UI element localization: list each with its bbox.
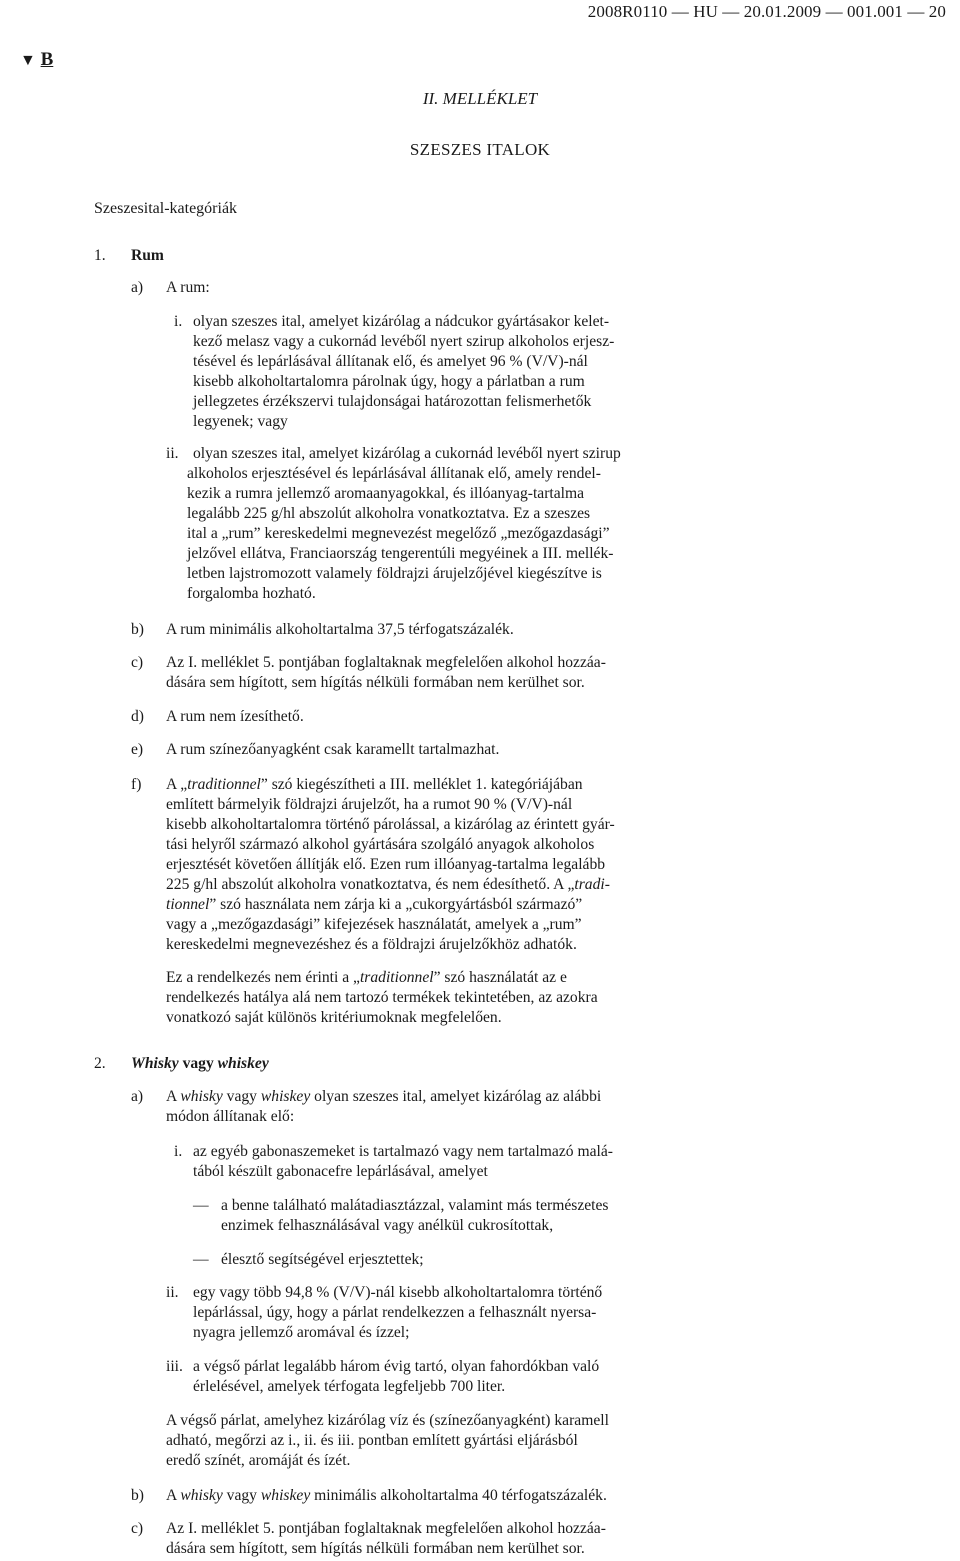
text-line: vagy a „mezőgazdasági” kifejezések használatát, amelyek a „rum” [166,916,582,933]
annex-title: II. MELLÉKLET [422,89,538,108]
roman-numeral: i. [174,313,183,330]
emphasis-term: tionnel [166,896,210,913]
text-line: olyan szeszes ital, amelyet kizárólag a nádcukor gyártásakor kelet- [193,313,610,330]
text-line: kisebb alkoholtartalomra párolnak úgy, hogy a párlatban a rum [193,373,585,390]
item-text [166,1486,679,1506]
item-label: e) [131,741,144,758]
item-label: b) [131,1487,144,1504]
section-title [131,1054,269,1074]
categories-heading: Szeszesital-kategóriák [94,200,238,217]
text-span: A [166,1088,181,1105]
paragraph [166,968,679,1028]
emphasis-term: whisky [180,1487,223,1504]
text-line: jelzővel ellátva, Franciaország tengerentúli megyéinek a III. mellék- [187,545,614,562]
text-line: a benne található malátadiasztázzal, valamint más természetes [221,1197,609,1214]
paragraph [187,464,679,604]
dash-bullet: — [193,1251,209,1268]
text-span: olyan szeszes ital, amelyet kizárólag az alábbi [310,1088,602,1105]
paragraph [193,1283,679,1343]
text-line: tási helyről származó alkohol gyártására szolgáló anyagok alkoholos [166,836,595,853]
dash-bullet: — [193,1197,209,1214]
text-line: tésével és lepárlásával állítanak elő, és amelyet 96 % (V/V)-nál [193,353,588,370]
section-number: 1. [94,247,106,264]
paragraph [221,1196,679,1236]
text-line: kezik a rumra jellemző aromaanyagokkal, és illóanyag-tartalma [187,485,585,502]
section-title: Rum [131,247,164,264]
text-line: enzimek felhasználásával vagy anélkül cukrosítottak, [221,1217,554,1234]
item-text: A rum: [166,279,210,296]
item-label: d) [131,708,144,725]
text-line [166,1087,679,1107]
item-label: f) [131,776,142,793]
emphasis-term: whiskey [260,1487,311,1504]
emphasis-term: traditionnel [359,969,434,986]
text-line: A végső párlat, amelyhez kizárólag víz és (színezőanyagként) karamell [166,1412,609,1429]
text-line: egy vagy több 94,8 % (V/V)-nál kisebb alkoholtartalomra történő [193,1284,603,1301]
item-label: c) [131,654,144,671]
item-label: c) [131,1520,144,1537]
emphasis-term: Whisky [131,1055,179,1072]
item-text: A rum nem ízesíthető. [166,708,304,725]
text-span: A [166,1487,181,1504]
text-line: kisebb alkoholtartalomra történő párolással, a kizárólag az érintett gyár- [166,816,615,833]
roman-numeral: iii. [166,1358,183,1375]
text-line: kező melasz vagy a cukornád levéből nyert szirup alkoholos erjesz- [193,333,615,350]
paragraph [166,1519,679,1559]
amendment-letter: B [40,49,54,70]
emphasis-term: whiskey [260,1088,311,1105]
text-span: minimális alkoholtartalma 40 térfogatszázalék. [310,1487,607,1504]
paragraph [193,1142,679,1182]
roman-numeral: ii. [166,445,179,462]
text-line: ital a „rum” kereskedelmi megnevezést megelőző „mezőgazdasági” [187,525,610,542]
section-number: 2. [94,1055,106,1072]
triangle-down-icon: ▼ [20,52,36,69]
text-span: A „ [166,776,188,793]
document-header: 2008R0110 — HU — 20.01.2009 — 001.001 — 20 [587,2,946,21]
item-label: b) [131,621,144,638]
text-line: lepárlással, úgy, hogy a párlat rendelkezzen a felhasznált nyersa- [193,1304,597,1321]
emphasis-term: whisky [180,1088,223,1105]
text-line: letben lajstromozott valamely földrajzi árujelzőjével kiegészítve is [187,565,602,582]
text-line: az egyéb gabonaszemeket is tartalmazó vagy nem tartalmazó malá- [193,1143,613,1160]
emphasis-term: traditionnel [187,776,261,793]
text-line: említett bármelyik földrajzi árujelzőt, ha a rumot 90 % (V/V)-nál [166,796,573,813]
text-span: vagy [222,1487,261,1504]
text-line: módon állítanak elő: [166,1108,295,1125]
text-line: forgalomba hozható. [187,585,316,602]
text-line: olyan szeszes ital, amelyet kizárólag a cukornád levéből nyert szirup [193,445,621,462]
text-line: tából készült gabonacefre lepárlásával, amelyet [193,1163,488,1180]
roman-numeral: ii. [166,1284,179,1301]
text-line: eredő színét, aromáját és ízét. [166,1452,351,1469]
text-line: alkoholos erjesztésével és lepárlásával állítanak elő, amely rendel- [187,465,601,482]
text-line: nyagra jellemző aromával és ízzel; [193,1324,410,1341]
text-line: legalább 225 g/hl abszolút alkoholra vonatkoztatva. Ez a szeszes [187,505,591,522]
page-title: SZESZES ITALOK [409,140,551,159]
emphasis-term: tradi- [574,876,610,893]
text-span: vagy [178,1055,218,1072]
text-line: a végső párlat legalább három évig tartó, olyan fahordókban való [193,1358,600,1375]
text-line: Az I. melléklet 5. pontjában foglaltaknak megfelelően alkohol hozzáa- [166,654,606,671]
roman-numeral: i. [174,1143,183,1160]
text-line: kereskedelmi megnevezéshez és a földrajzi árujelzőkhöz adhatók. [166,936,577,953]
paragraph [166,775,679,955]
text-line: élesztő segítségével erjesztettek; [221,1251,424,1268]
text-line: rendelkezés hatálya alá nem tartozó termékek tekintetében, az azokra [166,989,598,1006]
emphasis-term: whiskey [217,1055,269,1072]
item-label: a) [131,1088,144,1105]
text-line: legyenek; vagy [193,413,288,430]
text-line [166,968,679,988]
text-line [166,875,679,895]
text-line: jellegzetes érzékszervi tulajdonságai határozottan felismerhetők [193,393,592,410]
text-line: adható, megőrzi az i., ii. és iii. pontban említett gyártási eljárásból [166,1432,578,1449]
text-line: vonatkozó saját különös kritériumoknak megfelelően. [166,1009,502,1026]
item-text: A rum színezőanyagként csak karamellt tartalmazhat. [166,741,500,758]
text-span: ” szó használatát az e [433,969,567,986]
text-line: érlelésével, amelyek térfogata legfeljebb 700 liter. [193,1378,506,1395]
paragraph [166,1087,679,1127]
paragraph [193,1357,679,1397]
text-span: ” szó kiegészítheti a III. melléklet 1. kategóriájában [260,776,583,793]
text-span: Ez a rendelkezés nem érinti a „ [166,969,360,986]
text-line: Az I. melléklet 5. pontjában foglaltaknak megfelelően alkohol hozzáa- [166,1520,606,1537]
text-span: vagy [222,1088,261,1105]
paragraph [166,1411,679,1471]
text-line: erjesztését követően állítják elő. Ezen rum illóanyag-tartalma legalább [166,856,606,873]
text-line: dására sem hígított, sem hígítás nélküli formában nem kerülhet sor. [166,674,585,691]
text-line: dására sem hígított, sem hígítás nélküli formában nem kerülhet sor. [166,1540,585,1557]
text-line [166,775,679,795]
text-span: ” szó használata nem zárja ki a „cukorgyártásból származó” [209,896,583,913]
item-text: A rum minimális alkoholtartalma 37,5 térfogatszázalék. [166,621,514,638]
text-span: 225 g/hl abszolút alkoholra vonatkoztatva, és nem édesíthető. A „ [166,876,575,893]
paragraph [193,312,679,432]
text-line [166,895,679,915]
paragraph [166,653,679,693]
item-label: a) [131,279,144,296]
amendment-marker [20,50,53,71]
